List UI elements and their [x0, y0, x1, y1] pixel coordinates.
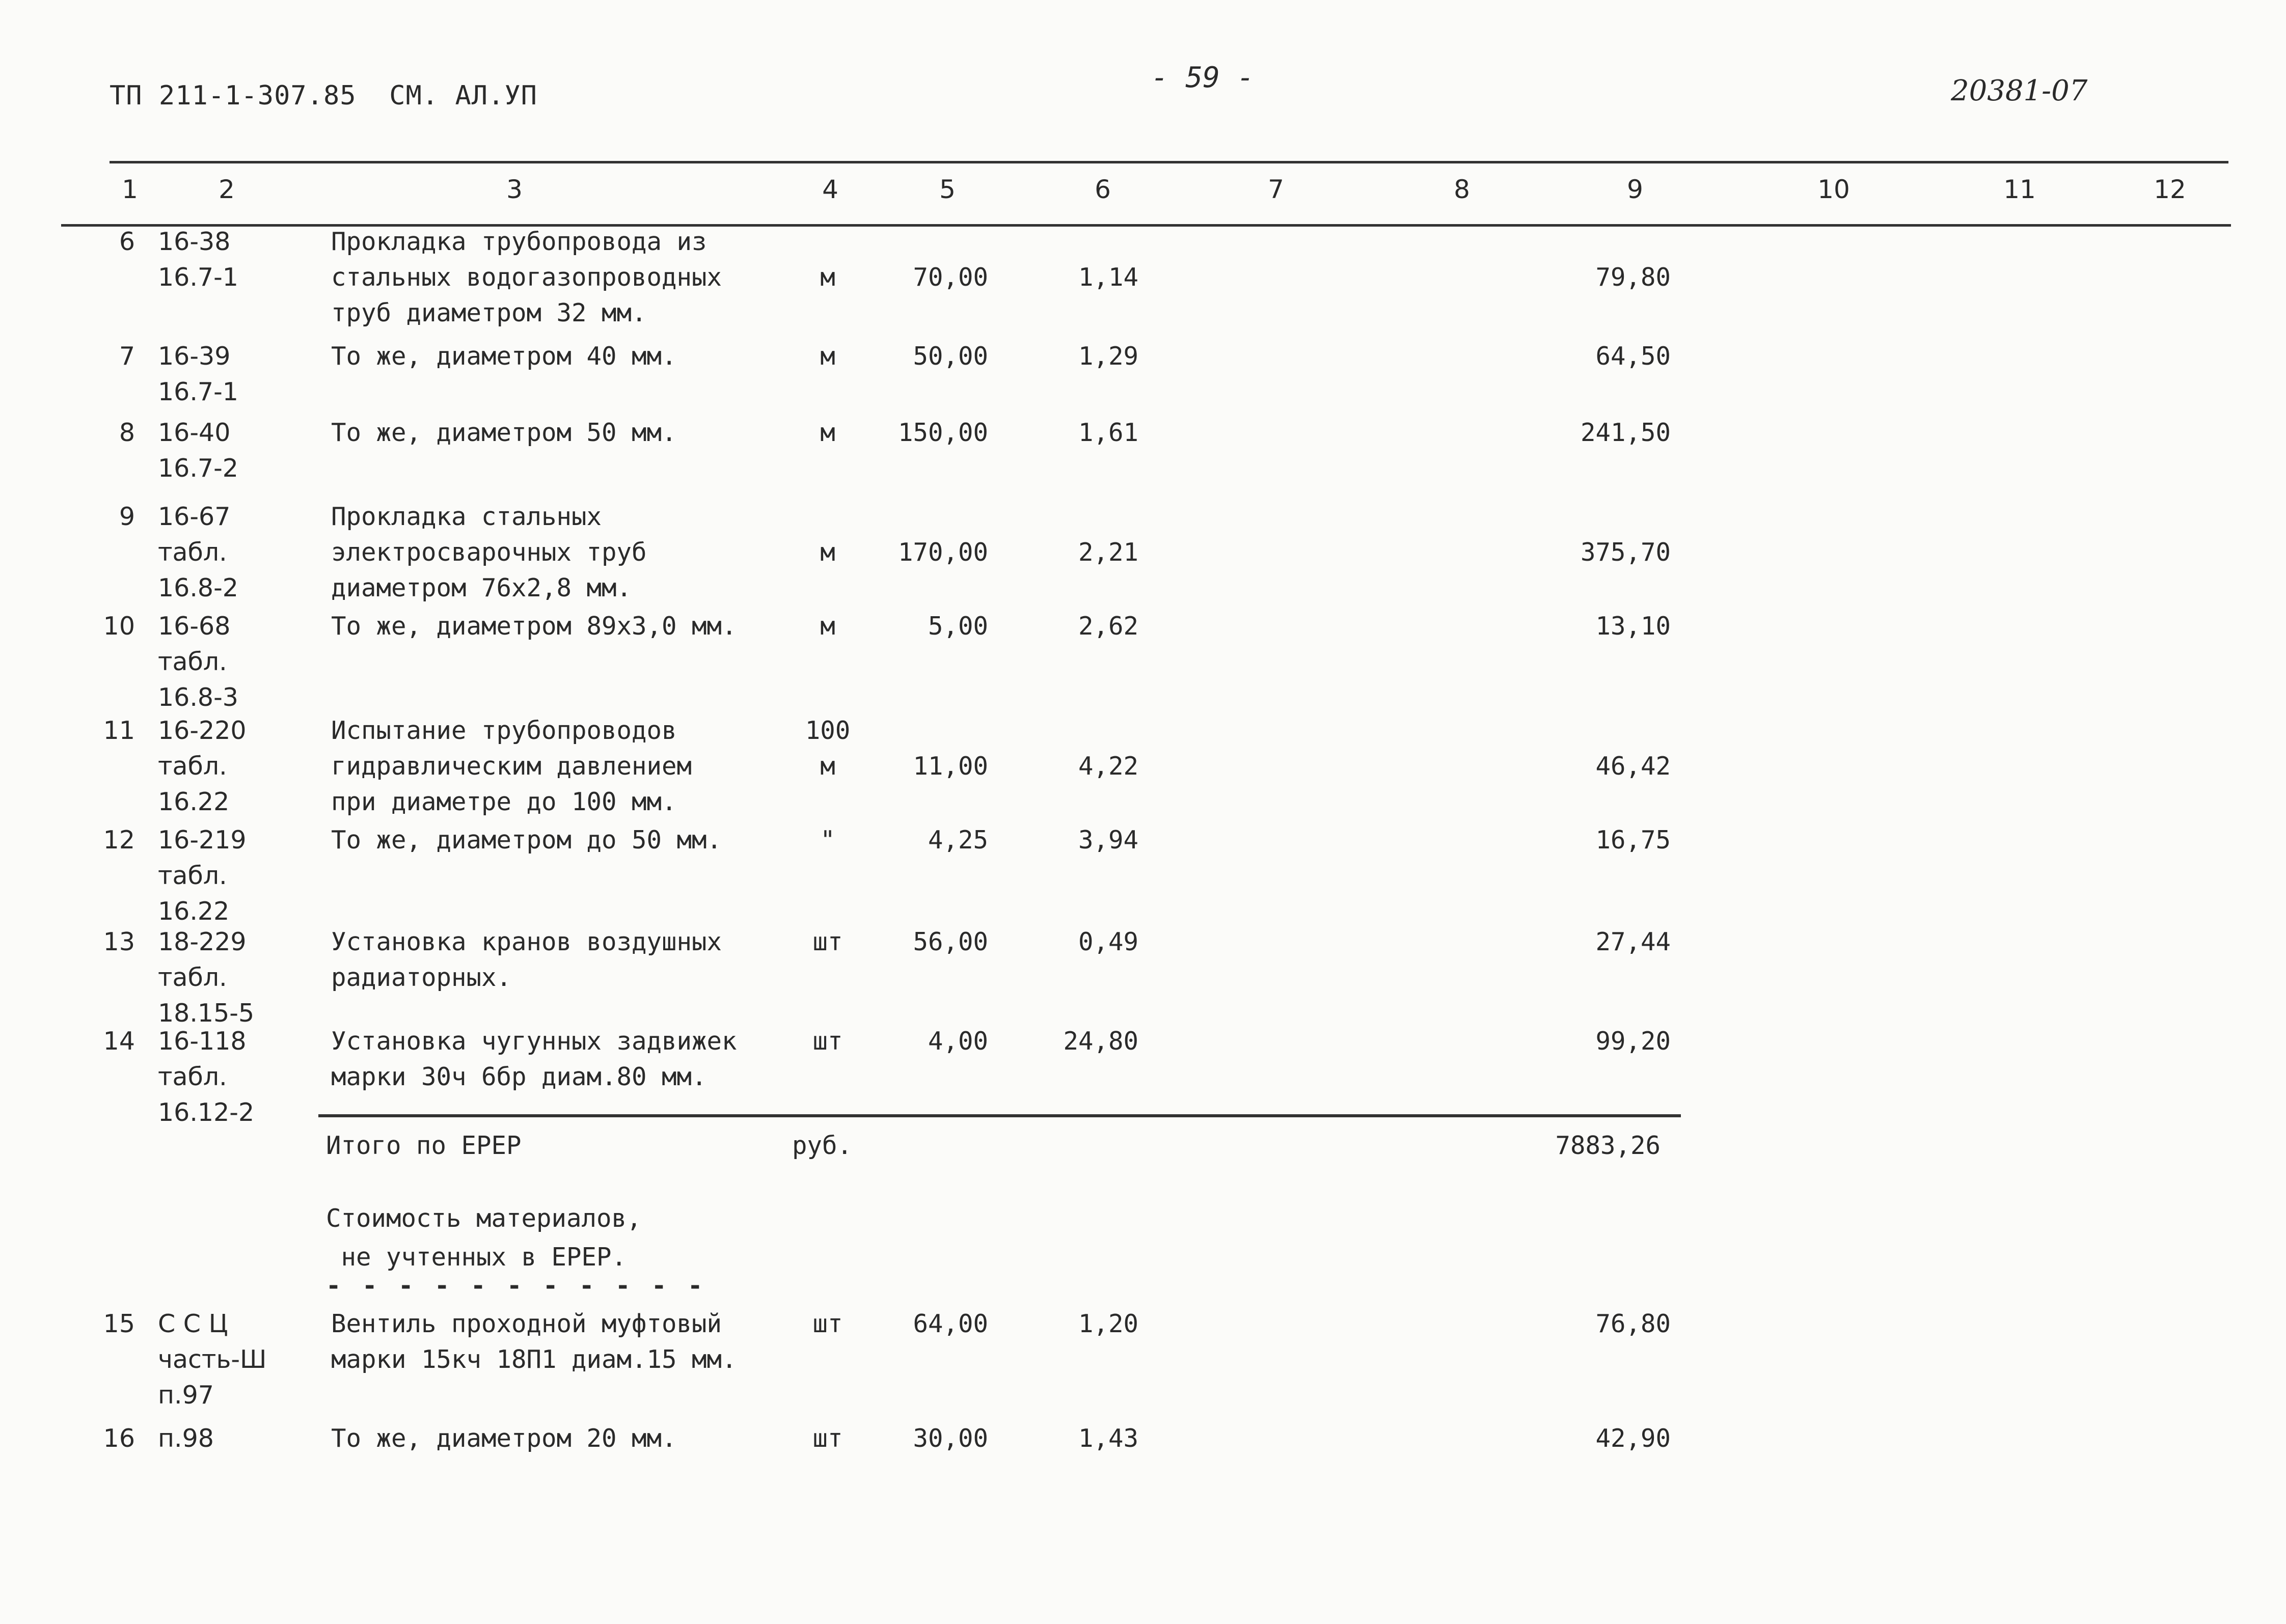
total-cost: 241,50: [1580, 418, 1671, 447]
quantity: 4,25: [928, 825, 988, 855]
rate-code: 16-40 16.7-2: [158, 418, 238, 483]
unit-price: 1,20: [1078, 1309, 1138, 1338]
unit-price: 2,62: [1078, 612, 1138, 641]
unit-price: 3,94: [1078, 825, 1138, 855]
column-header-3: 3: [506, 175, 523, 204]
rate-code: п.98: [158, 1424, 214, 1453]
unit-price: 24,80: [1063, 1027, 1138, 1056]
unit: ": [820, 825, 835, 855]
total-cost: 27,44: [1595, 927, 1671, 956]
total-cost: 13,10: [1595, 612, 1671, 641]
quantity: 150,00: [897, 418, 988, 447]
quantity: 4,00: [928, 1027, 988, 1056]
total-cost: 79,80: [1595, 263, 1671, 292]
quantity: 70,00: [913, 263, 988, 292]
section-heading: Стоимость материалов, не учтенных в ЕРЕР.: [326, 1204, 642, 1272]
unit-price: 1,14: [1078, 263, 1138, 292]
unit: м: [820, 263, 835, 292]
row-number: 6: [119, 227, 135, 256]
column-header-9: 9: [1627, 175, 1643, 204]
work-description: То же, диаметром 40 мм.: [331, 342, 677, 371]
unit: шт: [812, 1027, 843, 1056]
rate-code: 16-220 табл. 16.22: [158, 716, 247, 816]
quantity: 64,00: [913, 1309, 988, 1338]
total-cost: 16,75: [1595, 825, 1671, 855]
column-header-7: 7: [1268, 175, 1284, 204]
unit: м: [820, 342, 835, 371]
column-header-10: 10: [1817, 175, 1850, 204]
total-cost: 76,80: [1595, 1309, 1671, 1338]
row-number: 13: [103, 927, 135, 956]
subtotal-total: 7883,26: [1555, 1131, 1661, 1160]
quantity: 170,00: [897, 538, 988, 567]
column-header-1: 1: [122, 175, 138, 204]
rate-code: 16-68 табл. 16.8-3: [158, 612, 238, 712]
work-description: То же, диаметром до 50 мм.: [331, 825, 722, 855]
rate-code: 18-229 табл. 18.15-5: [158, 927, 255, 1028]
total-cost: 46,42: [1595, 752, 1671, 781]
rate-code: 16-38 16.7-1: [158, 227, 238, 292]
row-number: 11: [103, 716, 135, 745]
unit-price: 4,22: [1078, 752, 1138, 781]
work-description: Прокладка стальных электросварочных труб диаметром 76х2,8 мм.: [331, 502, 647, 602]
rate-code: С С Ц часть-Ш п.97: [158, 1309, 267, 1410]
rate-code: 16-118 табл. 16.12-2: [158, 1027, 255, 1127]
column-header-6: 6: [1095, 175, 1111, 204]
rate-code: 16-39 16.7-1: [158, 342, 238, 406]
total-cost: 42,90: [1595, 1424, 1671, 1453]
work-description: То же, диаметром 89х3,0 мм.: [331, 612, 737, 641]
page-number: - 59 -: [1151, 61, 1255, 94]
quantity: 30,00: [913, 1424, 988, 1453]
rate-code: 16-67 табл. 16.8-2: [158, 502, 238, 602]
unit: шт: [812, 1309, 843, 1338]
row-number: 14: [103, 1027, 135, 1056]
unit: шт: [812, 1424, 843, 1453]
total-cost: 99,20: [1595, 1027, 1671, 1056]
row-number: 16: [103, 1424, 135, 1453]
quantity: 11,00: [913, 752, 988, 781]
row-number: 7: [119, 342, 135, 371]
row-number: 15: [103, 1309, 135, 1338]
work-description: Прокладка трубопровода из стальных водогазопроводных труб диаметром 32 мм.: [331, 227, 722, 327]
work-description: То же, диаметром 20 мм.: [331, 1424, 677, 1453]
work-description: Испытание трубопроводов гидравлическим давлением при диаметре до 100 мм.: [331, 716, 692, 816]
column-header-2: 2: [219, 175, 235, 204]
row-number: 10: [103, 612, 135, 641]
column-header-8: 8: [1454, 175, 1470, 204]
quantity: 5,00: [928, 612, 988, 641]
work-description: Вентиль проходной муфтовый марки 15кч 18П1 диам.15 мм.: [331, 1309, 737, 1374]
unit-price: 0,49: [1078, 927, 1138, 956]
column-header-4: 4: [822, 175, 838, 204]
work-description: Установка кранов воздушных радиаторных.: [331, 927, 722, 992]
total-cost: 375,70: [1580, 538, 1671, 567]
subtotal-unit: руб.: [792, 1131, 853, 1160]
unit-price: 2,21: [1078, 538, 1138, 567]
quantity: 50,00: [913, 342, 988, 371]
column-header-12: 12: [2154, 175, 2186, 204]
unit: м: [820, 418, 835, 447]
row-number: 8: [119, 418, 135, 447]
unit: 100 м: [805, 716, 851, 781]
table-top-rule: [110, 161, 2228, 163]
row-number: 9: [119, 502, 135, 531]
unit: м: [820, 538, 835, 567]
subtotal-label: Итого по ЕРЕР: [326, 1131, 522, 1160]
total-cost: 64,50: [1595, 342, 1671, 371]
unit: шт: [812, 927, 843, 956]
unit-price: 1,61: [1078, 418, 1138, 447]
work-description: То же, диаметром 50 мм.: [331, 418, 677, 447]
column-header-11: 11: [2003, 175, 2036, 204]
column-header-5: 5: [939, 175, 956, 204]
rate-code: 16-219 табл. 16.22: [158, 825, 247, 926]
unit-price: 1,43: [1078, 1424, 1138, 1453]
archive-number: 20381-07: [1951, 74, 2088, 107]
unit: м: [820, 612, 835, 641]
row-number: 12: [103, 825, 135, 855]
document-code: ТП 211-1-307.85 СМ. АЛ.УП: [110, 80, 537, 111]
work-description: Установка чугунных задвижек марки 30ч 6бр диам.80 мм.: [331, 1027, 737, 1091]
quantity: 56,00: [913, 927, 988, 956]
section-underline: - - - - - - - - - - -: [326, 1271, 706, 1300]
subtotal-rule: [318, 1114, 1681, 1117]
unit-price: 1,29: [1078, 342, 1138, 371]
